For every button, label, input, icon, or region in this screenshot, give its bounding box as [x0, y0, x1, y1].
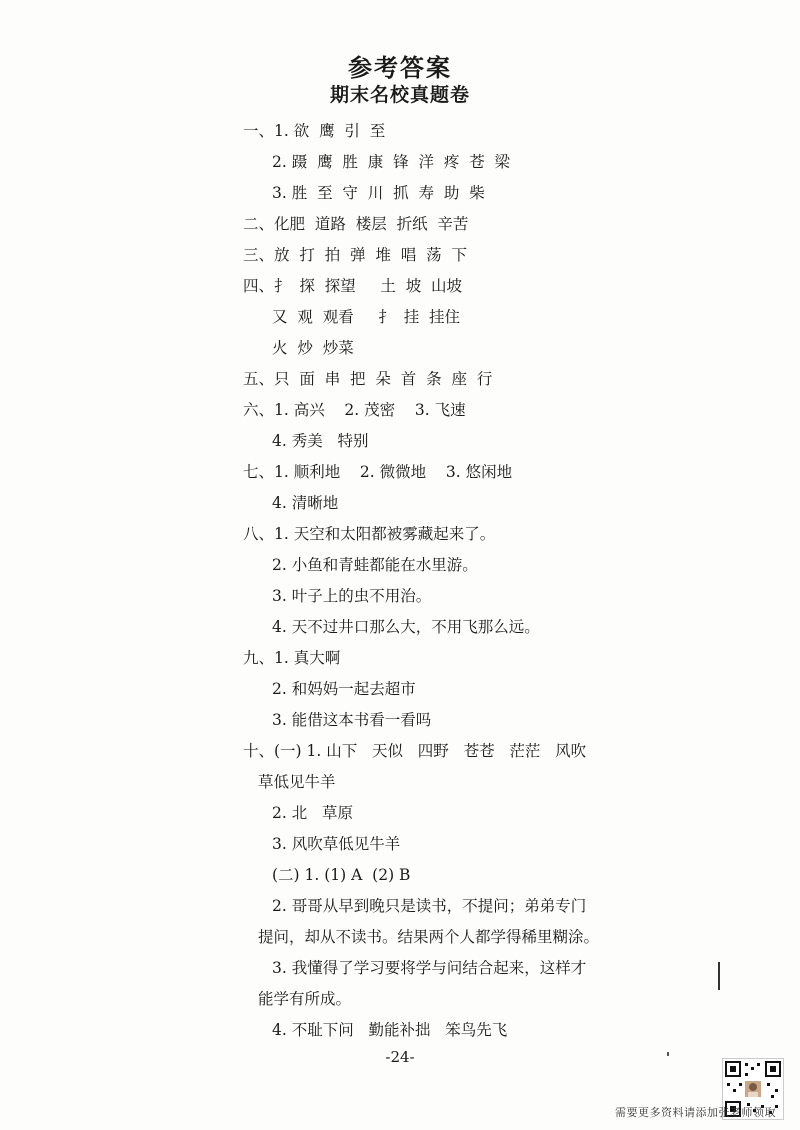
answer-line: 十、(一) 1. 山下 天似 四野 苍苍 茫茫 风吹	[243, 742, 587, 760]
answer-line: 一、1. 欲 鹰 引 至	[243, 122, 386, 140]
answer-line: 3. 风吹草低见牛羊	[272, 835, 401, 853]
answer-line: 二、化肥 道路 楼层 折纸 辛苦	[243, 215, 469, 233]
answer-line: 能学有所成。	[258, 990, 352, 1008]
page-subtitle: 期末名校真题卷	[329, 84, 470, 106]
answer-line: 五、只 面 串 把 朵 首 条 座 行	[243, 370, 493, 388]
answer-line: 九、1. 真大啊	[243, 649, 341, 667]
answer-line: 又 观 观看 扌 挂 挂住	[272, 308, 461, 326]
answer-line: 3. 胜 至 守 川 抓 寿 助 柴	[272, 184, 485, 202]
scan-margin-mark	[718, 962, 720, 990]
answer-line: 八、1. 天空和太阳都被雾藏起来了。	[243, 525, 496, 543]
answer-line: 4. 清晰地	[272, 494, 339, 512]
answer-line: 三、放 打 拍 弹 堆 唱 荡 下	[243, 246, 467, 264]
answer-line: 3. 叶子上的虫不用治。	[272, 587, 432, 605]
answer-line: (二) 1. (1) A (2) B	[272, 866, 411, 884]
answer-line: 六、1. 高兴 2. 茂密 3. 飞速	[243, 401, 466, 419]
footer-note: 需要更多资料请添加张老师领取	[615, 1106, 776, 1119]
answer-line: 提问，却从不读书。结果两个人都学得稀里糊涂。	[258, 928, 600, 946]
answer-line: 2. 哥哥从早到晚只是读书，不提问；弟弟专门	[272, 897, 587, 915]
answer-line: 2. 和妈妈一起去超市	[272, 680, 416, 698]
answer-line: 四、扌 探 探望 土 坡 山坡	[243, 277, 463, 295]
answer-line: 4. 不耻下问 勤能补拙 笨鸟先飞	[272, 1021, 508, 1039]
answer-line: 七、1. 顺利地 2. 微微地 3. 悠闲地	[243, 463, 513, 481]
answer-line: 3. 我懂得了学习要将学与问结合起来，这样才	[272, 959, 587, 977]
answer-line: 2. 小鱼和青蛙都能在水里游。	[272, 556, 478, 574]
page-title: 参考答案	[348, 53, 452, 82]
answer-line: 4. 秀美 特别	[272, 432, 369, 450]
answer-line: 4. 天不过井口那么大，不用飞那么远。	[272, 618, 540, 636]
page-number: -24-	[385, 1048, 415, 1066]
answer-line: 2. 蹑 鹰 胜 康 锋 洋 疼 苍 梁	[272, 153, 511, 171]
answer-line: 火 炒 炒菜	[272, 339, 354, 357]
answer-line: 草低见牛羊	[258, 773, 336, 791]
answer-line: 2. 北 草原	[272, 804, 353, 822]
answer-line: 3. 能借这本书看一看吗	[272, 711, 432, 729]
